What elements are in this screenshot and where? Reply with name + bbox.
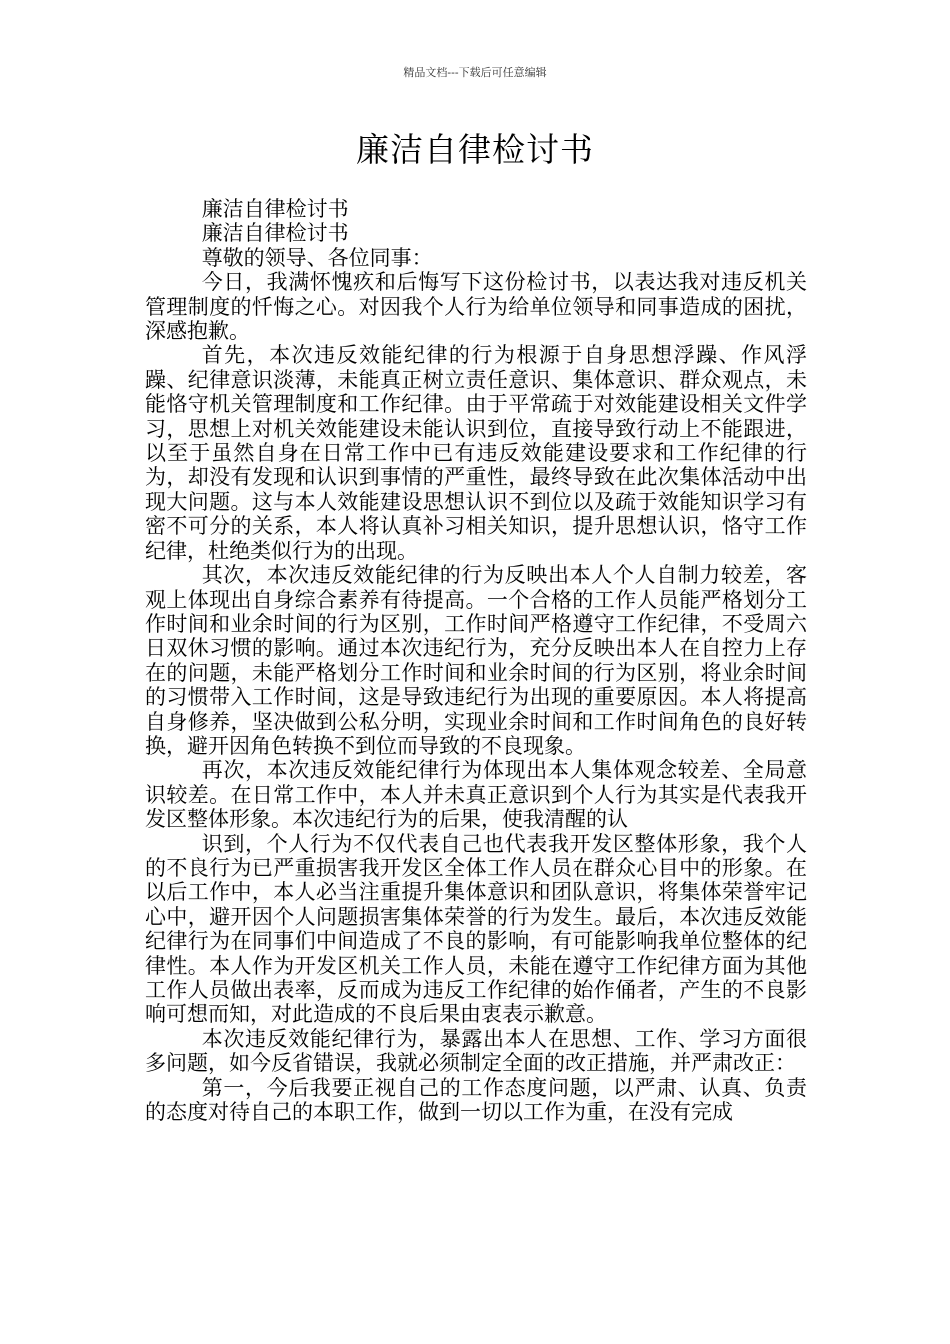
body-paragraph: 第一，今后我要正视自己的工作态度问题，以严肃、认真、负责的态度对待自己的本职工作，做到一切以工作为重，在没有完成 (145, 1075, 807, 1125)
body-paragraph: 其次，本次违反效能纪律的行为反映出本人个人自制力较差，客观上体现出自身综合素养有待提高。一个合格的工作人员能严格划分工作时间和业余时间的行为区别，工作时间严格遵守工作纪律，不受周六日双休习惯的影响。通过本次违纪行为，充分反映出本人在自控力上存在的问题，未能严格划分工作时间和业余时间的行为区别，将业余时间的习惯带入工作时间，这是导致违纪行为出现的重要原因。本人将提高自身修养，坚决做到公私分明，实现业余时间和工作时间角色的良好转换，避开因角色转换不到位而导致的不良现象。 (145, 563, 807, 758)
body-paragraph: 廉洁自律检讨书 (201, 197, 349, 221)
body-paragraph: 廉洁自律检讨书 (201, 221, 349, 246)
body-paragraph: 首先，本次违反效能纪律的行为根源于自身思想浮躁、作风浮躁、纪律意识淡薄，未能真正树立责任意识、集体意识、群众观点，未能恪守机关管理制度和工作纪律。由于平常疏于对效能建设相关文件学习，思想上对机关效能建设未能认识到位，直接导致行动上不能跟进，以至于虽然自身在日常工作中已有违反效能建设要求和工作纪律的行为，却没有发现和认识到事情的严重性，最终导致在此次集体活动中出现大问题。这与本人效能建设思想认识不到位以及疏于效能知识学习有密不可分的关系，本人将认真补习相关知识，提升思想认识，恪守工作纪律，杜绝类似行为的出现。 (145, 343, 807, 563)
document-title: 廉洁自律检讨书 (356, 130, 594, 169)
body-paragraph: 本次违反效能纪律行为，暴露出本人在思想、工作、学习方面很多问题，如今反省错误，我就必须制定全面的改正措施，并严肃改正： (145, 1026, 807, 1076)
body-paragraph: 再次，本次违反效能纪律行为体现出本人集体观念较差、全局意识较差。在日常工作中，本人并未真正意识到个人行为其实是代表我开发区整体形象。本次违纪行为的后果，使我清醒的认 (145, 758, 807, 832)
salutation: 尊敬的领导、各位同事： (201, 245, 433, 270)
body-paragraph: 识到，个人行为不仅代表自己也代表我开发区整体形象，我个人的不良行为已严重损害我开发区全体工作人员在群众心目中的形象。在以后工作中，本人必当注重提升集体意识和团队意识，将集体荣誉牢记心中，避开因个人问题损害集体荣誉的行为发生。最后，本次违反效能纪律行为在同事们中间造成了不良的影响，有可能影响我单位整体的纪律性。本人作为开发区机关工作人员，未能在遵守工作纪律方面为其他工作人员做出表率，反而成为违反工作纪律的始作俑者，产生的不良影响可想而知，对此造成的不良后果由衷表示歉意。 (145, 831, 807, 1027)
header-note: 精品文档---下载后可任意编辑 (403, 66, 547, 79)
document-body (145, 197, 807, 1124)
body-paragraph: 今日，我满怀愧疚和后悔写下这份检讨书，以表达我对违反机关管理制度的忏悔之心。对因我个人行为给单位领导和同事造成的困扰，深感抱歉。 (145, 270, 807, 344)
